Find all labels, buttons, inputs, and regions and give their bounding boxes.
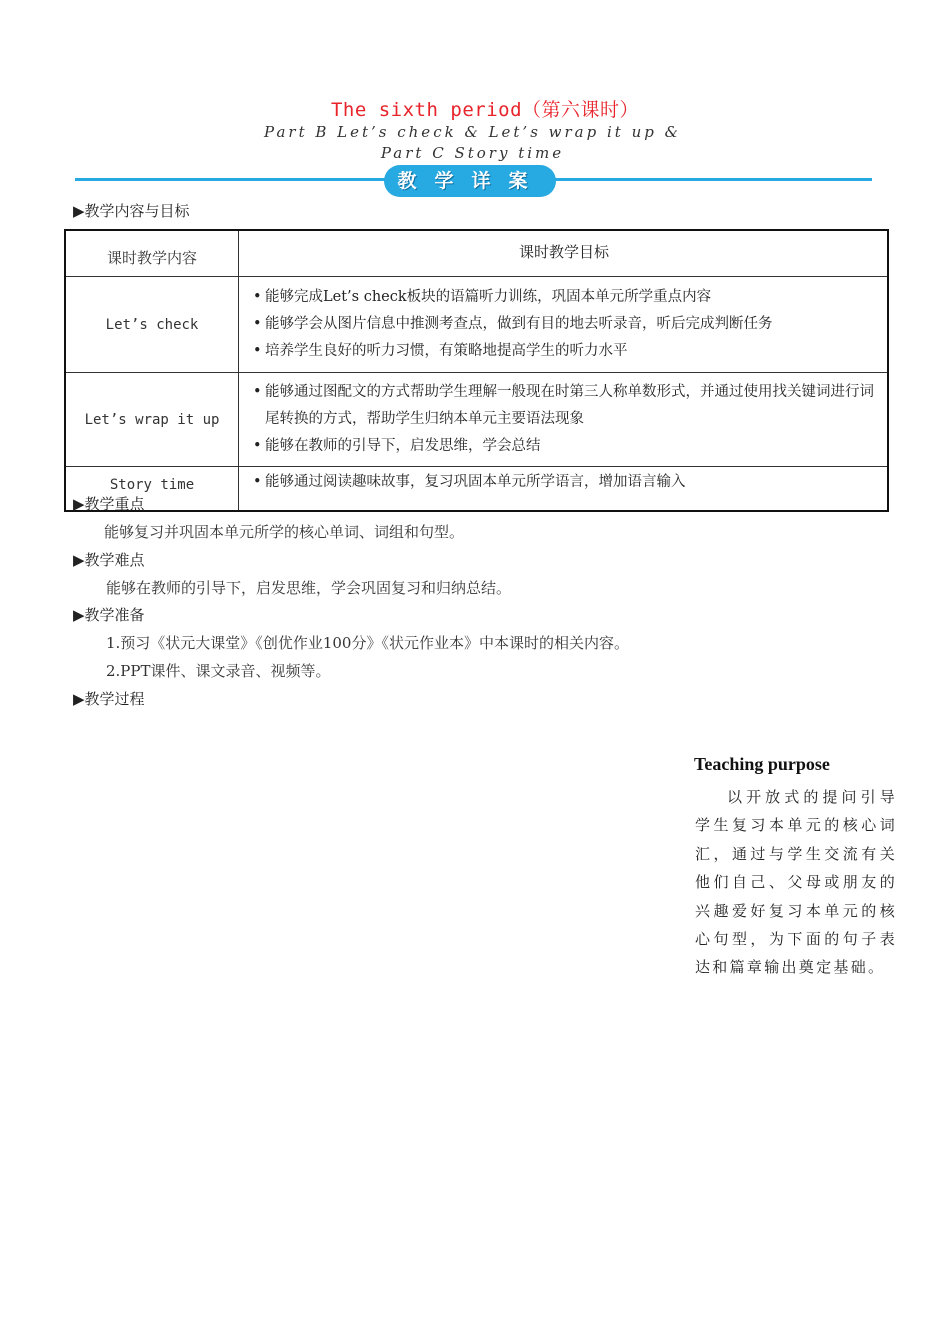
page-title: The sixth period（第六课时） (330, 99, 640, 121)
table-row (65, 373, 888, 467)
goals-table (64, 229, 889, 512)
difficulties-text: 能够在教师的引导下，启发思维，学会巩固复习和归纳总结。 (106, 579, 512, 597)
table-header-row (65, 230, 888, 277)
banner-char: 案 (508, 170, 528, 192)
page-subtitle-line2: Part C Story time (380, 144, 565, 162)
sidebar-title: Teaching purpose (694, 754, 830, 774)
table-cell-content: Story time (65, 467, 239, 511)
key-points-text: 能够复习并巩固本单元所学的核心单词、词组和句型。 (104, 523, 465, 541)
section-heading-key-points: ▶教学重点 (73, 495, 145, 513)
table-header-goals: 课时教学目标 (239, 230, 889, 277)
goal-item: • 能够完成Let’s check板块的语篇听力训练，巩固本单元所学重点内容 (253, 284, 875, 311)
preparation-item: 2.PPT课件、课文录音、视频等。 (106, 662, 331, 680)
section-heading-process: ▶教学过程 (73, 690, 145, 708)
banner-badge (384, 165, 556, 197)
section-heading-content-goals: ▶教学内容与目标 (73, 202, 190, 220)
table-row (65, 277, 888, 373)
goal-item: • 培养学生良好的听力习惯，有策略地提高学生的听力水平 (253, 338, 875, 365)
page-subtitle-line1: Part B Let’s check & Let’s wrap it up & (264, 123, 681, 141)
section-heading-preparation: ▶教学准备 (73, 606, 145, 624)
preparation-item: 1.预习《状元大课堂》《创优作业100分》《状元作业本》中本课时的相关内容。 (106, 634, 629, 652)
banner-char: 教 (397, 170, 417, 192)
table-cell-content: Let’s check (65, 277, 239, 373)
table-cell-content: Let’s wrap it up (65, 373, 239, 467)
sidebar-text: 以开放式的提问引导学生复习本单元的核心词汇，通过与学生交流有关他们自己、父母或朋友的兴趣爱好复习本单元的核心句型，为下面的句子表达和篇章输出奠定基础。 (695, 788, 897, 977)
table-cell-goals (239, 467, 889, 511)
goal-item: • 能够通过图配文的方式帮助学生理解一般现在时第三人称单数形式，并通过使用找关键词进行词尾转换的方式，帮助学生归纳本单元主要语法现象 (253, 379, 875, 433)
table-cell-goals (239, 373, 889, 467)
goal-item: • 能够通过阅读趣味故事，复习巩固本单元所学语言，增加语言输入 (253, 469, 875, 496)
goal-item: • 能够在教师的引导下，启发思维，学会总结 (253, 433, 875, 460)
banner-char: 详 (471, 170, 491, 192)
table-header-content: 课时教学内容 (65, 230, 239, 277)
section-heading-difficulties: ▶教学难点 (73, 551, 145, 569)
goal-item: • 能够学会从图片信息中推测考查点，做到有目的地去听录音，听后完成判断任务 (253, 311, 875, 338)
table-cell-goals (239, 277, 889, 373)
banner-char: 学 (434, 170, 454, 192)
table-row (65, 467, 888, 511)
